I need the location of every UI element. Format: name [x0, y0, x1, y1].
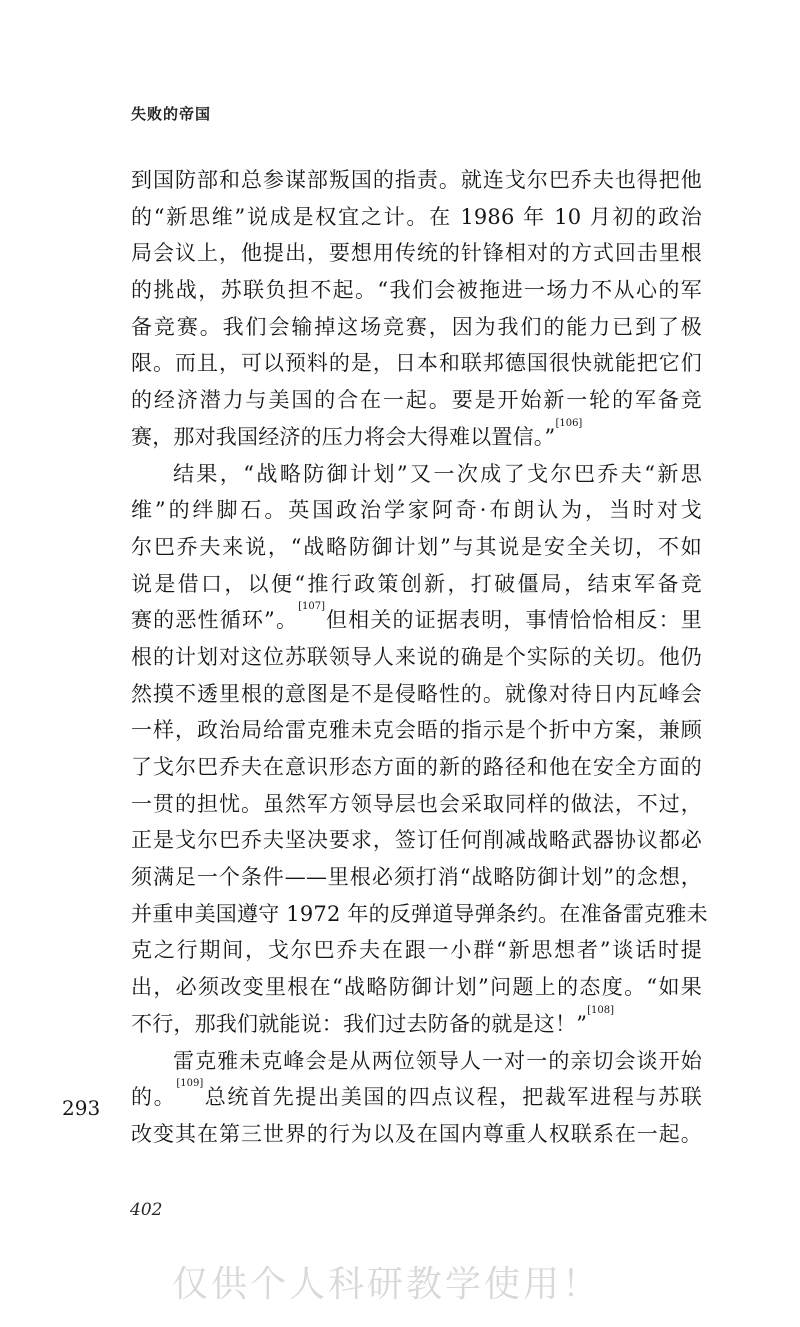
text-line: [131, 309, 702, 346]
text-segment: 到国防部和总参谋部叛国的指责。就连戈尔巴乔夫也得把他: [131, 168, 702, 192]
text-line: [131, 382, 702, 419]
text-segment: 赛，那对我国经济的压力将会大得难以置信。”: [131, 424, 556, 449]
text-segment: 然摸不透里根的意图是不是侵略性的。就像对待日内瓦峰会: [131, 681, 702, 706]
text-line: [131, 969, 702, 1006]
text-line: [131, 1079, 702, 1116]
footnote-reference: [109]: [176, 1078, 204, 1090]
text-line: [131, 749, 702, 786]
text-line: [131, 345, 702, 382]
text-segment: 了戈尔巴乔夫在意识形态方面的新的路径和他在安全方面的: [131, 755, 702, 779]
footnote-reference: [108]: [587, 1004, 615, 1016]
body-text: [131, 162, 708, 1153]
text-line: [131, 896, 708, 933]
text-line: [131, 566, 702, 603]
text-segment: 结果，“战略防御计划”又一次成了戈尔巴乔夫“新思: [173, 461, 702, 486]
text-line: [131, 199, 702, 236]
running-title: 失败的帝国: [131, 105, 212, 123]
text-line: [131, 676, 702, 713]
text-segment: 但相关的证据表明，事情恰恰相反：里: [325, 608, 702, 633]
text-segment: 限。而且，可以预料的是，日本和联邦德国很快就能把它们: [131, 351, 702, 376]
text-segment: 维”的绊脚石。英国政治学家阿奇·布朗认为，当时对戈: [131, 498, 702, 523]
text-segment: 改变其在第三世界的行为以及在国内尊重人权联系在一起。: [131, 1121, 702, 1146]
page-number: 402: [130, 1200, 163, 1220]
text-line: [131, 822, 702, 859]
text-segment: 的。: [131, 1085, 177, 1110]
text-segment: 赛的恶性循环”。: [131, 608, 299, 633]
text-line: [131, 786, 702, 823]
text-segment: 的挑战，苏联负担不起。“我们会被拖进一场力不从心的军: [131, 278, 702, 303]
text-line: [131, 162, 702, 199]
text-segment: 尔巴乔夫来说，“战略防御计划”与其说是安全关切，不如: [131, 534, 702, 559]
text-line: [131, 272, 702, 309]
text-line: [131, 859, 702, 896]
text-segment: 备竞赛。我们会输掉这场竞赛，因为我们的能力已到了极: [131, 314, 702, 339]
text-segment: 出，必须改变里根在“战略防御计划”问题上的态度。“如果: [131, 975, 702, 1000]
text-line: [131, 1043, 702, 1080]
text-segment: 一样，政治局给雷克雅未克会晤的指示是个折中方案，兼顾: [131, 718, 702, 743]
text-line: [131, 456, 702, 493]
original-page-number: 293: [62, 1096, 101, 1120]
text-line: [131, 602, 702, 639]
text-segment: 须满足一个条件——里根必须打消“战略防御计划”的念想，: [131, 865, 702, 890]
footnote-reference: [107]: [298, 601, 326, 613]
text-line: [131, 1006, 702, 1043]
text-line: [131, 932, 702, 969]
text-segment: 克之行期间，戈尔巴乔夫在跟一小群“新思想者”谈话时提: [131, 938, 702, 963]
text-line: [131, 1116, 702, 1153]
text-segment: 并重申美国遵守 1972 年的反弹道导弹条约。在准备雷克雅未: [131, 901, 708, 926]
text-segment: 雷克雅未克峰会是从两位领导人一对一的亲切会谈开始: [173, 1048, 702, 1073]
text-segment: 的“新思维”说成是权宜之计。在 1986 年 10 月初的政治: [131, 204, 702, 229]
text-line: [131, 492, 702, 529]
text-line: [131, 529, 702, 566]
watermark: 仅供个人科研教学使用！: [172, 1264, 602, 1305]
text-segment: 一贯的担忧。虽然军方领导层也会采取同样的做法，不过，: [131, 791, 702, 816]
text-segment: 局会议上，他提出，要想用传统的针锋相对的方式回击里根: [131, 241, 702, 266]
text-segment: 根的计划对这位苏联领导人来说的确是个实际的关切。他仍: [131, 644, 702, 669]
text-segment: 的经济潜力与美国的合在一起。要是开始新一轮的军备竞: [131, 388, 702, 413]
text-line: [131, 712, 702, 749]
text-segment: 说是借口，以便“推行政策创新，打破僵局，结束军备竞: [131, 571, 702, 596]
text-segment: 总统首先提出美国的四点议程，把裁军进程与苏联: [203, 1085, 702, 1110]
footnote-reference: [106]: [555, 417, 583, 429]
text-segment: 正是戈尔巴乔夫坚决要求，签订任何削减战略武器协议都必: [131, 828, 702, 853]
text-segment: 不行，那我们就能说：我们过去防备的就是这！”: [131, 1011, 588, 1036]
text-line: [131, 639, 702, 676]
text-line: [131, 235, 702, 272]
text-line: [131, 419, 702, 456]
